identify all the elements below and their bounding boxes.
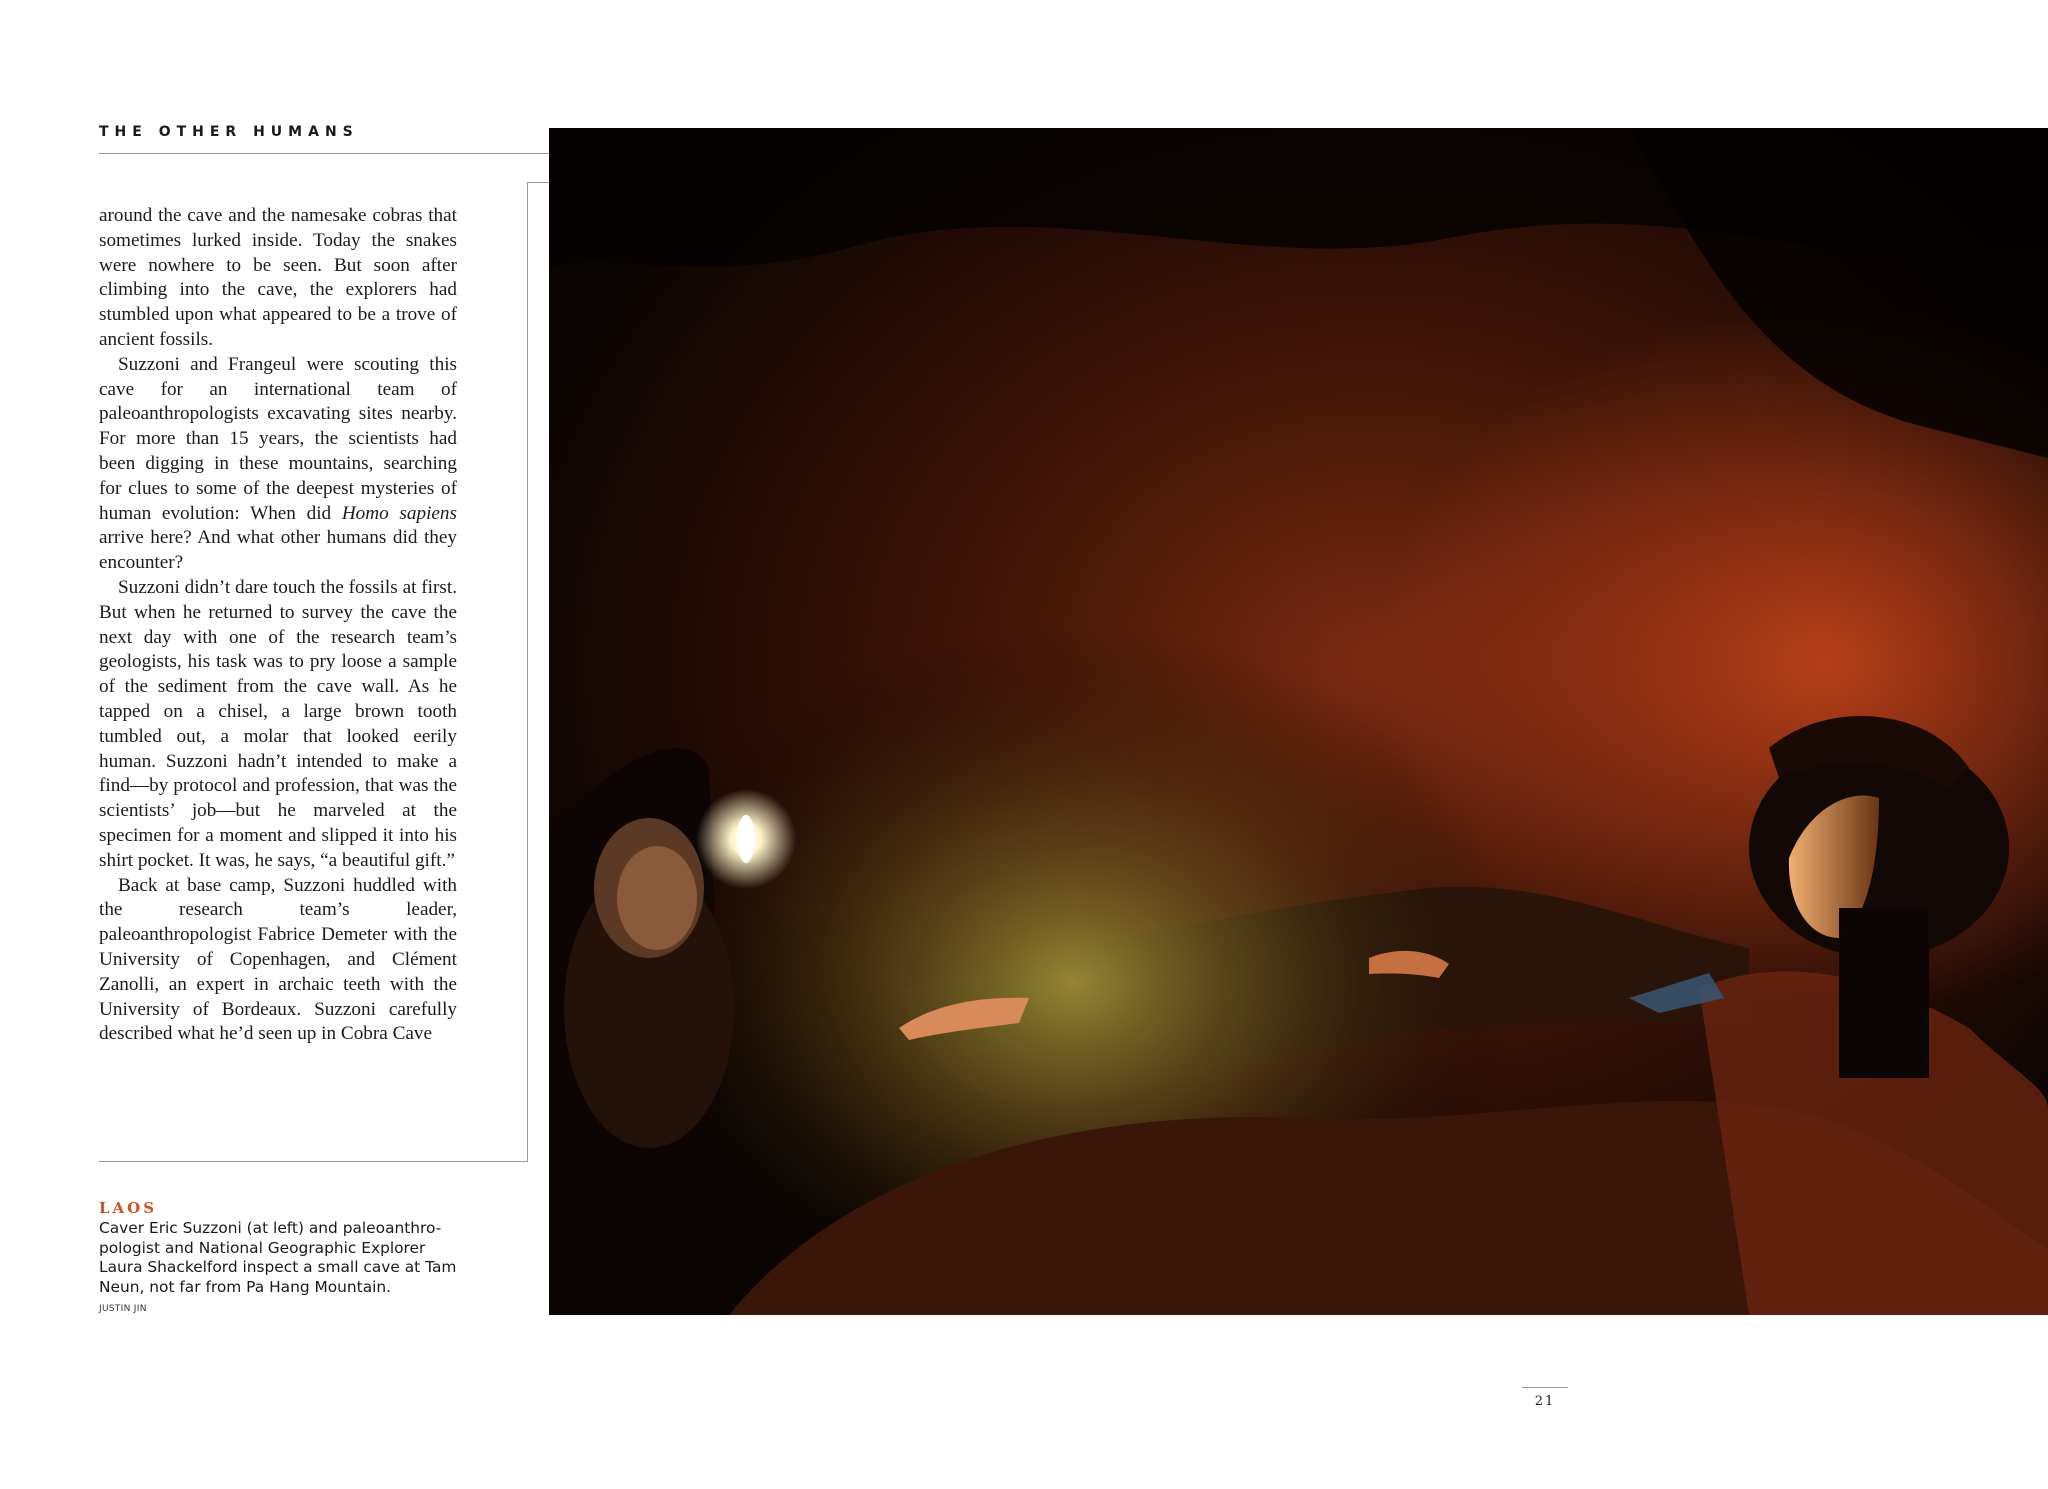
caption-line: Caver Eric Suzzoni (at left) and paleoanthro- <box>99 1219 442 1237</box>
photo-credit: JUSTIN JIN <box>99 1304 147 1314</box>
caption-line: pologist and National Geographic Explorer <box>99 1238 426 1257</box>
page-number-rule <box>1522 1387 1568 1388</box>
paragraph-2-tail: arrive here? And what other humans did they encounter? <box>99 527 457 574</box>
paragraph-3: Suzzoni didn’t dare touch the fossils at first. But when he returned to survey the cave the next day with one of the research team’s geologists, his task was to pry loose a sample of the sediment from the cave wall. As he tapped on a chisel, a large brown tooth tumbled out, a molar that looked eerily human. Suzzoni hadn’t intended to make a find—by protocol and profession, that was the scientists’ job—but he marveled at the specimen for a moment and slipped it into his shirt pocket. It was, he says, “a beautiful gift.” <box>99 576 457 871</box>
caption-line: Neun, not far from Pa Hang Mountain. <box>99 1277 392 1296</box>
photo-caption <box>99 1219 479 1297</box>
paragraph-4: Back at base camp, Suzzoni huddled with the research team’s leader, paleoanthropologist Fabrice Demeter with the University of Copenhagen, and Clément Zanolli, an expert in archaic teeth with the University of Bordeaux. Suzzoni carefully described what he’d seen up in Cobra Cave <box>99 874 457 1045</box>
caption-location: LAOS <box>99 1199 158 1217</box>
cave-scene-illustration <box>549 128 2048 1315</box>
page-number: 21 <box>1534 1394 1556 1409</box>
frame-vertical-rule <box>527 182 528 1162</box>
caption-rule <box>99 1161 528 1162</box>
species-name: Homo sapiens <box>341 502 457 524</box>
paragraph-2 <box>99 353 457 576</box>
article-body <box>99 204 457 1047</box>
cave-photograph <box>549 128 2048 1315</box>
caption-line: Laura Shackelford inspect a small cave at Tam <box>99 1258 457 1276</box>
frame-top-rule <box>527 182 549 183</box>
paragraph-1: around the cave and the namesake cobras that sometimes lurked inside. Today the snakes were nowhere to be seen. But soon after climbing into the cave, the explorers had stumbled upon what appeared to be a trove of ancient fossils. <box>99 205 457 350</box>
paragraph-2-text: Suzzoni and Frangeul were scouting this cave for an international team of paleoanthropologists excavating sites nearby. For more than 15 years, the scientists had been digging in these mountains, searching for clues to some of the deepest mysteries of human evolution: When did <box>99 353 457 524</box>
header-rule <box>99 153 549 154</box>
running-title: THE OTHER HUMANS <box>99 124 359 140</box>
